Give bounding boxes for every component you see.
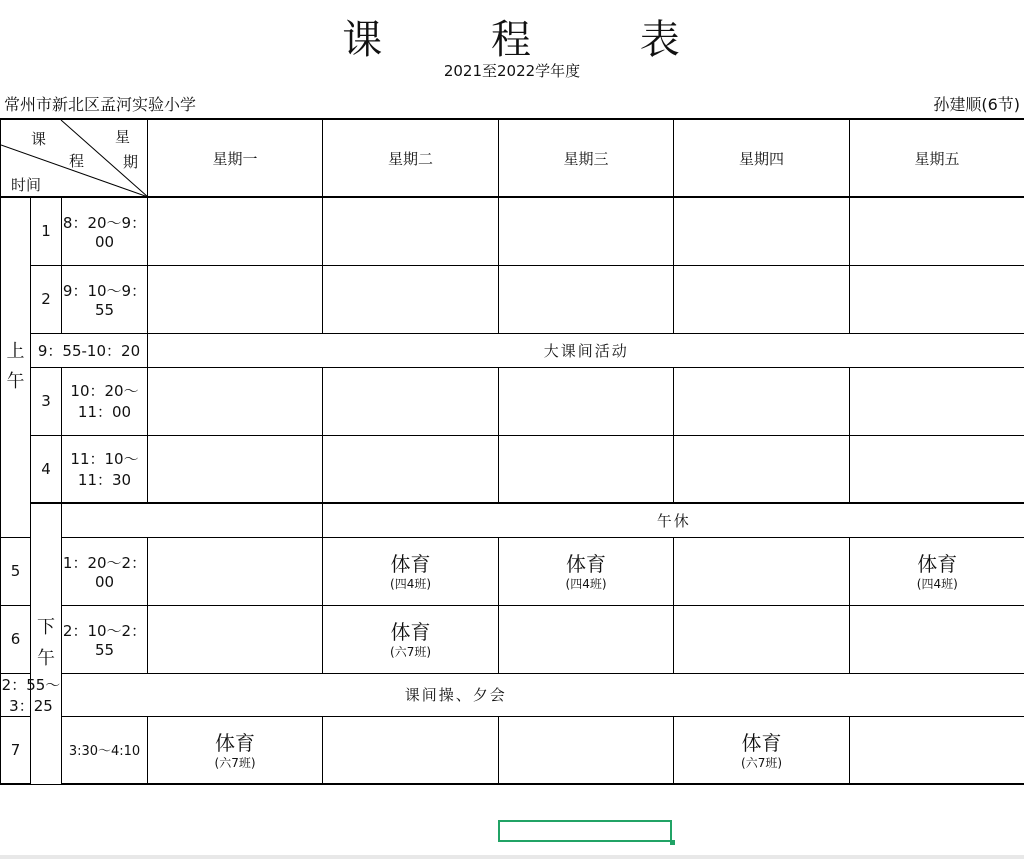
lesson-cell[interactable] (148, 435, 323, 503)
lesson-cell[interactable] (499, 265, 674, 333)
corner-xing: 星 (115, 128, 131, 146)
lesson-cell[interactable] (850, 265, 1024, 333)
lesson-cell[interactable] (674, 716, 850, 784)
lesson-cell[interactable] (499, 537, 674, 605)
period-number[interactable]: 7 (1, 716, 31, 784)
fill-handle[interactable] (670, 840, 675, 845)
lesson-cell[interactable] (148, 367, 323, 435)
lesson-class: (四4班) (916, 577, 958, 591)
lesson-cell[interactable] (148, 716, 323, 784)
lesson-cell[interactable] (148, 265, 323, 333)
period-time[interactable]: 9：10～9：55 (62, 265, 148, 333)
period-time[interactable]: 2：10～2：55 (62, 605, 148, 673)
lesson-cell[interactable] (323, 367, 499, 435)
timetable (0, 118, 1024, 785)
exercise-break-time[interactable]: 2：55～3：25 (1, 673, 62, 716)
noon-label[interactable]: 午休 (323, 503, 1024, 537)
lesson-class: (六7班) (214, 755, 256, 770)
noon-time-cell[interactable] (62, 503, 323, 537)
corner-header[interactable] (1, 119, 148, 197)
period-time[interactable]: 8：20～9：00 (62, 197, 148, 265)
lesson-cell[interactable] (674, 197, 850, 265)
lesson-cell[interactable] (499, 716, 674, 784)
lesson-cell[interactable] (674, 265, 850, 333)
lesson-cell[interactable] (850, 537, 1024, 605)
period-number[interactable]: 1 (31, 197, 62, 265)
lesson-subject: 体育 (741, 730, 782, 755)
lesson-subject: 体育 (390, 620, 431, 644)
teacher-name: 孙建顺(6节) (933, 95, 1020, 114)
lesson-cell[interactable] (323, 605, 499, 673)
lesson-cell[interactable] (674, 537, 850, 605)
lesson-cell[interactable] (850, 605, 1024, 673)
lesson-cell[interactable] (148, 537, 323, 605)
afternoon-label[interactable]: 下 午 (31, 503, 62, 784)
lesson-subject: 体育 (917, 552, 958, 576)
lesson-cell[interactable] (323, 265, 499, 333)
corner-cheng: 程 (69, 152, 85, 170)
lesson-cell[interactable] (674, 605, 850, 673)
day-header-fri[interactable]: 星期五 (850, 119, 1024, 197)
day-header-mon[interactable]: 星期一 (148, 119, 323, 197)
corner-time: 时间 (11, 176, 42, 194)
period-time[interactable]: 11：10～11：30 (62, 435, 148, 503)
morning-label[interactable]: 上 午 (1, 197, 31, 537)
academic-year: 2021至2022学年度 (443, 62, 581, 80)
lesson-cell[interactable] (499, 435, 674, 503)
lesson-cell[interactable] (148, 197, 323, 265)
lesson-class: (四4班) (390, 577, 432, 591)
day-header-thu[interactable]: 星期四 (674, 119, 850, 197)
period-number[interactable]: 4 (31, 435, 62, 503)
day-header-tue[interactable]: 星期二 (323, 119, 499, 197)
lesson-cell[interactable] (323, 435, 499, 503)
lesson-class: (六7班) (741, 755, 783, 770)
period-number[interactable]: 2 (31, 265, 62, 333)
lesson-subject: 体育 (215, 730, 256, 755)
lesson-cell[interactable] (674, 367, 850, 435)
lesson-subject: 体育 (390, 552, 431, 576)
corner-ke: 课 (31, 130, 47, 148)
lesson-subject: 体育 (566, 552, 607, 576)
school-name: 常州市新北区孟河实验小学 (4, 95, 197, 114)
page-title: 课 程 表 (342, 17, 682, 63)
horizontal-scrollbar[interactable] (0, 855, 1024, 859)
corner-qi: 期 (123, 153, 139, 171)
period-number[interactable]: 6 (1, 605, 31, 673)
period-time[interactable]: 10：20～11：00 (62, 367, 148, 435)
lesson-cell[interactable] (323, 716, 499, 784)
period-number[interactable]: 3 (31, 367, 62, 435)
day-header-wed[interactable]: 星期三 (499, 119, 674, 197)
lesson-class: (六7班) (390, 645, 432, 659)
big-break-time[interactable]: 9：55-10：20 (31, 333, 148, 367)
period-number[interactable]: 5 (1, 537, 31, 605)
lesson-cell[interactable] (499, 605, 674, 673)
lesson-class: (四4班) (565, 577, 607, 591)
lesson-cell[interactable] (850, 197, 1024, 265)
lesson-cell[interactable] (148, 605, 323, 673)
lesson-cell[interactable] (674, 435, 850, 503)
lesson-cell[interactable] (323, 197, 499, 265)
exercise-break-label[interactable]: 课间操、夕会 (62, 673, 850, 716)
lesson-cell[interactable] (850, 435, 1024, 503)
period-time[interactable]: 3:30～4:10 (62, 716, 148, 784)
big-break-label[interactable]: 大课间活动 (148, 333, 1024, 367)
lesson-cell[interactable] (323, 537, 499, 605)
lesson-cell[interactable] (499, 197, 674, 265)
selected-cell[interactable] (498, 820, 672, 842)
lesson-cell[interactable] (499, 367, 674, 435)
period-time[interactable]: 1：20～2：00 (62, 537, 148, 605)
lesson-cell[interactable] (850, 367, 1024, 435)
lesson-cell[interactable] (850, 716, 1024, 784)
